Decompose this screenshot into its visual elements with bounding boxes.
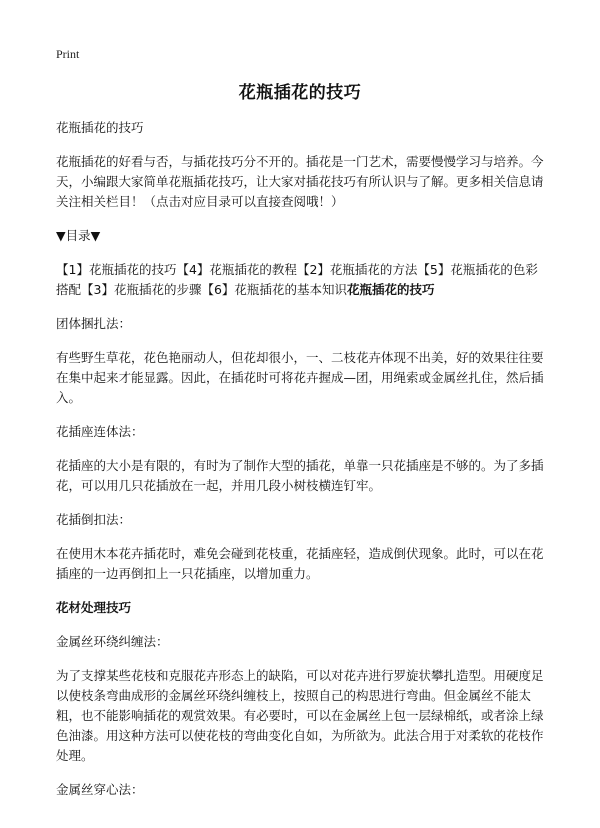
print-link[interactable]: Print: [56, 47, 80, 61]
intro-paragraph: 花瓶插花的好看与否，与插花技巧分不开的。插花是一门艺术，需要慢慢学习与培养。今天，小编跟大家简单花瓶插花技巧，让大家对插花技巧有所认识与了解。更多相关信息请关注相关栏目！（点击对应目录可以直接查阅哦！）: [56, 154, 544, 209]
toc-link-1[interactable]: 【1】花瓶插花的技巧: [56, 262, 177, 277]
material-handling-heading: 花材处理技巧: [56, 600, 132, 615]
section-heading-connected-holders: 花插座连体法：: [56, 424, 144, 439]
section-heading-wire-threading: 金属丝穿心法：: [56, 782, 144, 797]
toc-heading: ▼目录▼: [56, 228, 101, 243]
section-body-inverted-holder: 在使用木本花卉插花时，难免会碰到花枝重，花插座轻，造成倒伏现象。此时，可以在花插座的一边再倒扣上一只花插座，以增加重力。: [56, 546, 544, 581]
section-heading-wire-wrapping: 金属丝环绕纠缠法：: [56, 634, 169, 649]
section-heading-bundling: 团体捆扎法：: [56, 316, 132, 331]
section-heading-inverted-holder: 花插倒扣法：: [56, 512, 132, 527]
toc-link-3[interactable]: 【3】花瓶插花的步骤: [81, 282, 202, 297]
article-subtitle: 花瓶插花的技巧: [56, 120, 144, 135]
toc-link-5[interactable]: 【5】花瓶插花的色彩搭配: [56, 262, 538, 297]
toc-current-title: 花瓶插花的技巧: [346, 282, 435, 297]
section-body-connected-holders: 花插座的大小是有限的，有时为了制作大型的插花，单靠一只花插座是不够的。为了多插花，可以用几只花插放在一起，并用几段小树枝横连钉牢。: [56, 458, 544, 493]
toc-link-2[interactable]: 【2】花瓶插花的方法: [296, 262, 418, 277]
article-body: [56, 118, 546, 814]
toc-link-6[interactable]: 【6】花瓶插花的基本知识: [201, 282, 347, 297]
page-title: 花瓶插花的技巧: [238, 83, 362, 103]
table-of-contents: [56, 260, 546, 300]
toc-link-4[interactable]: 【4】花瓶插花的教程: [176, 262, 297, 277]
section-body-bundling: 有些野生草花，花色艳丽动人，但花却很小，一、二枝花卉体现不出美，好的效果往往要在集中起来才能显露。因此，在插花时可将花卉握成—团，用绳索或金属丝扎住，然后插入。: [56, 350, 544, 405]
section-body-wire-wrapping: 为了支撑某些花枝和克服花卉形态上的缺陷，可以对花卉进行罗旋状攀扎造型。用硬度足以使枝条弯曲成形的金属丝环绕纠缠枝上，按照自己的构思进行弯曲。但金属丝不能太粗，也不能影响插花的观赏效果。有必要时，可以在金属丝上包一层绿棉纸，或者涂上绿色油漆。用这种方法可以使花枝的弯曲变化自如，为所欲为。此法合用于对柔软的花枝作处理。: [56, 668, 544, 763]
